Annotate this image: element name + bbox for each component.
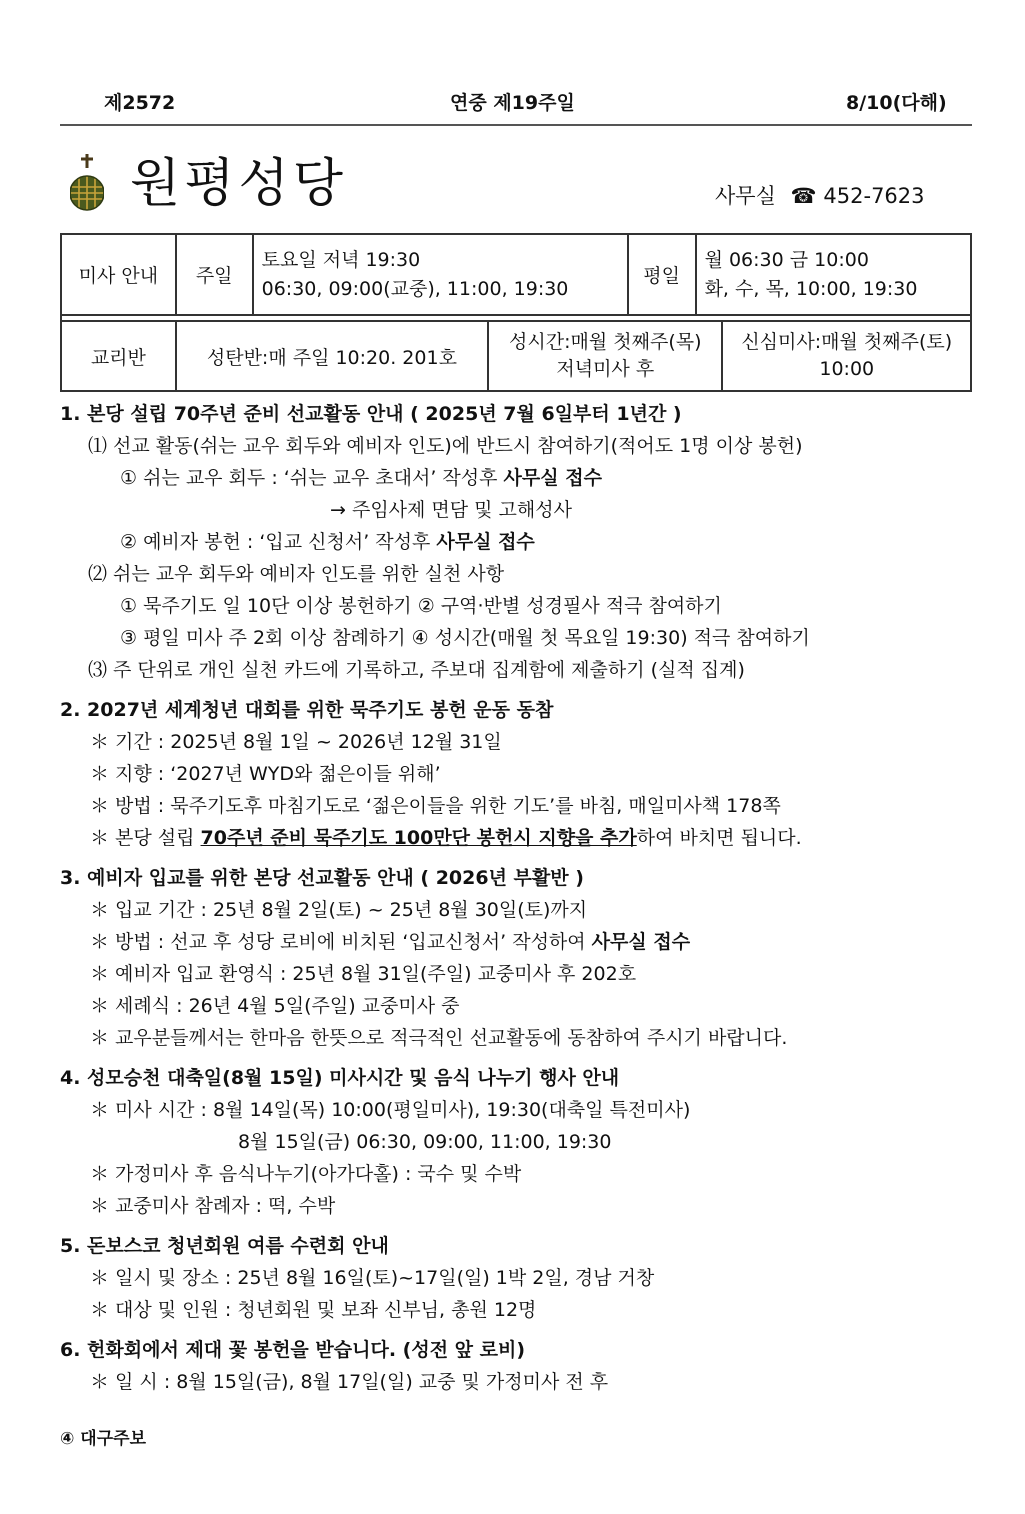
weekday-times bbox=[696, 234, 971, 315]
weekday-times-line1: 월 06:30 금 10:00 bbox=[704, 248, 869, 271]
list-item-cont: 8월 15일(금) 06:30, 09:00, 11:00, 19:30 bbox=[238, 1131, 612, 1153]
devotional-mass-line1: 신심미사:매월 첫째주(토) bbox=[741, 331, 953, 353]
subitem-text: ① 쉬는 교우 회두 : ‘쉬는 교우 초대서’ 작성후 bbox=[120, 467, 504, 489]
section-2-title: 2. 2027년 세계청년 대회를 위한 묵주기도 봉헌 운동 동참 bbox=[60, 699, 554, 721]
issue-date: 8/10(다해) bbox=[846, 92, 947, 114]
church-orb-cross-icon bbox=[70, 154, 104, 214]
parish-title: 원평성당 bbox=[130, 154, 347, 214]
office-phone: 452-7623 bbox=[823, 184, 925, 208]
catechism-value: 성탄반:매 주일 10:20. 201호 bbox=[176, 321, 488, 391]
liturgical-sunday: 연중 제19주일 bbox=[450, 92, 575, 114]
list-item: ＊ 일 시 : 8월 15일(금), 8월 17일(일) 교중 및 가정미사 전 후 bbox=[90, 1371, 609, 1393]
office-submit: 사무실 접수 bbox=[503, 467, 602, 489]
mass-label: 미사 안내 bbox=[61, 234, 176, 315]
list-item-text: ＊ 방법 : 선교 후 성당 로비에 비치된 ‘입교신청서’ 작성하여 bbox=[90, 931, 592, 953]
list-item-text: 하여 바치면 됩니다. bbox=[636, 827, 802, 849]
holy-hour-line1: 성시간:매월 첫째주(목) bbox=[509, 331, 702, 353]
devotional-mass bbox=[722, 321, 971, 391]
list-item: ＊ 방법 : 묵주기도후 마침기도로 ‘젊은이들을 위한 기도’를 바침, 매일미사책 178쪽 bbox=[90, 795, 781, 817]
section-1-item-3: ⑶ 주 단위로 개인 실천 카드에 기록하고, 주보대 집계함에 제출하기 (실적 집계) bbox=[88, 659, 745, 681]
list-item: ＊ 교중미사 참례자 : 떡, 수박 bbox=[90, 1195, 336, 1217]
page-footer: ④ 대구주보 bbox=[60, 1429, 146, 1449]
sunday-times-line2: 06:30, 09:00(교중), 11:00, 19:30 bbox=[261, 277, 569, 300]
list-item: ＊ 교우분들께서는 한마음 한뜻으로 적극적인 선교활동에 동참하여 주시기 바랍니다. bbox=[90, 1027, 788, 1049]
section-1-title: 1. 본당 설립 70주년 준비 선교활동 안내 ( 2025년 7월 6일부터 1년간 ) bbox=[60, 403, 682, 425]
section-3-title: 3. 예비자 입교를 위한 본당 선교활동 안내 ( 2026년 부활반 ) bbox=[60, 867, 584, 889]
list-item: ＊ 세례식 : 26년 4월 5일(주일) 교중미사 중 bbox=[90, 995, 460, 1017]
office-submit: 사무실 접수 bbox=[436, 531, 535, 553]
holy-hour-line2: 저녁미사 후 bbox=[556, 358, 655, 380]
header-rule bbox=[60, 124, 972, 126]
mass-schedule-table bbox=[60, 233, 972, 392]
highlighted-intention: 70주년 준비 묵주기도 100만단 봉헌시 지향을 추가 bbox=[200, 827, 637, 849]
section-1-item-1: ⑴ 선교 활동(쉬는 교우 회두와 예비자 인도)에 반드시 참여하기(적어도 1명 이상 봉헌) bbox=[88, 435, 803, 457]
issue-number: 제2572 bbox=[104, 92, 176, 114]
list-item-text: ＊ 본당 설립 bbox=[90, 827, 201, 849]
subitem-text: ② 예비자 봉헌 : ‘입교 신청서’ 작성후 bbox=[120, 531, 437, 553]
list-item: ＊ 대상 및 인원 : 청년회원 및 보좌 신부님, 총원 12명 bbox=[90, 1299, 537, 1321]
list-item: ＊ 예비자 입교 환영식 : 25년 8월 31일(주일) 교중미사 후 202호 bbox=[90, 963, 637, 985]
list-item: ＊ 미사 시간 : 8월 14일(목) 10:00(평일미사), 19:30(대축일 특전미사) bbox=[90, 1099, 691, 1121]
weekday-times-line2: 화, 수, 목, 10:00, 19:30 bbox=[704, 277, 918, 300]
list-item: ＊ 일시 및 장소 : 25년 8월 16일(토)~17일(일) 1박 2일, 경남 거창 bbox=[90, 1267, 655, 1289]
office-label: 사무실 bbox=[715, 184, 776, 208]
section-1-subitem bbox=[60, 526, 972, 558]
holy-hour bbox=[488, 321, 722, 391]
list-item: ＊ 입교 기간 : 25년 8월 2일(토) ~ 25년 8월 30일(토)까지 bbox=[90, 899, 588, 921]
phone-icon: ☎ bbox=[790, 184, 817, 208]
list-item: ＊ 기간 : 2025년 8월 1일 ~ 2026년 12월 31일 bbox=[90, 731, 502, 753]
list-item: ＊ 지향 : ‘2027년 WYD와 젊은이들 위해’ bbox=[90, 763, 441, 785]
sunday-times bbox=[253, 234, 628, 315]
section-1-subitem: ① 묵주기도 일 10단 이상 봉헌하기 ② 구역·반별 성경필사 적극 참여하기 bbox=[120, 595, 722, 617]
section-1-item-2: ⑵ 쉬는 교우 회두와 예비자 인도를 위한 실천 사항 bbox=[88, 563, 505, 585]
section-1-subitem-cont: → 주임사제 면담 및 고해성사 bbox=[330, 499, 572, 521]
announcements bbox=[60, 398, 972, 1398]
catechism-label: 교리반 bbox=[61, 321, 176, 391]
sunday-times-line1: 토요일 저녁 19:30 bbox=[261, 248, 421, 271]
section-4-title: 4. 성모승천 대축일(8월 15일) 미사시간 및 음식 나누기 행사 안내 bbox=[60, 1067, 620, 1089]
list-item bbox=[60, 926, 972, 958]
office-contact bbox=[715, 180, 925, 210]
weekday-label: 평일 bbox=[628, 234, 696, 315]
devotional-mass-line2: 10:00 bbox=[819, 358, 875, 380]
section-1-subitem: ③ 평일 미사 주 2회 이상 참례하기 ④ 성시간(매월 첫 목요일 19:30) 적극 참여하기 bbox=[120, 627, 810, 649]
list-item: ＊ 가정미사 후 음식나누기(아가다홀) : 국수 및 수박 bbox=[90, 1163, 522, 1185]
sunday-label: 주일 bbox=[176, 234, 253, 315]
section-6-title: 6. 헌화회에서 제대 꽃 봉헌을 받습니다. (성전 앞 로비) bbox=[60, 1339, 526, 1361]
office-submit: 사무실 접수 bbox=[591, 931, 691, 953]
section-5-title: 5. 돈보스코 청년회원 여름 수련회 안내 bbox=[60, 1235, 389, 1257]
list-item bbox=[60, 822, 972, 854]
section-1-subitem bbox=[60, 462, 972, 494]
